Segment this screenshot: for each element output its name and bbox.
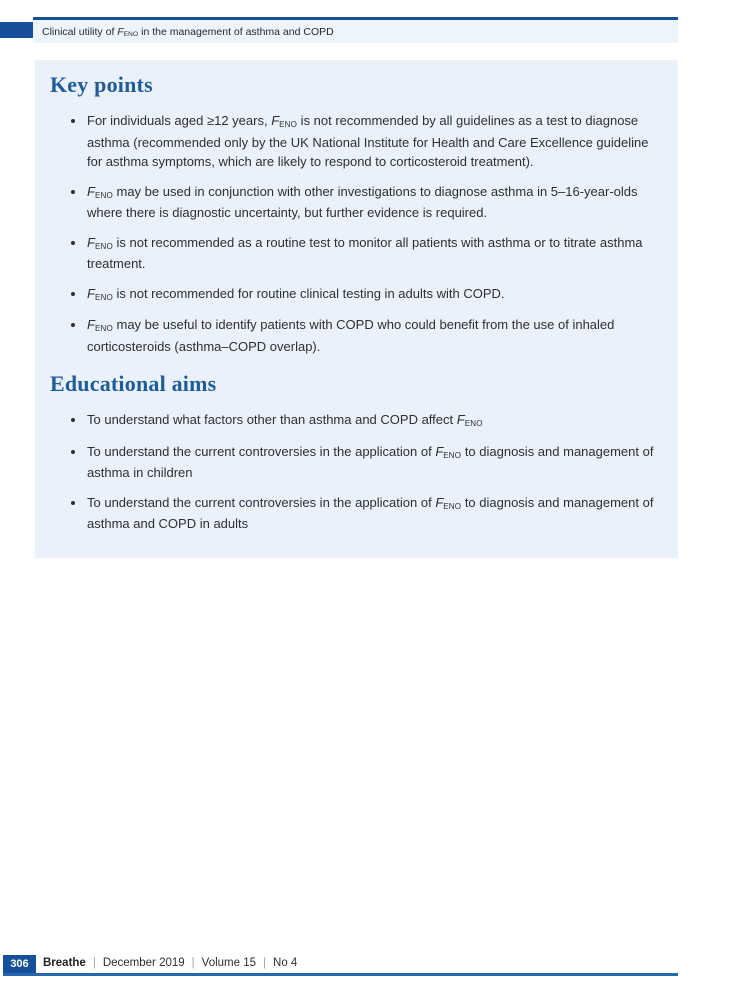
- footer-rule: [3, 973, 678, 976]
- section-key-points: [50, 72, 664, 356]
- bullet-item: $F_{ENO}$ is not recommended for routine clinical testing in adults with COPD.: [50, 284, 664, 306]
- page-number: 306: [10, 958, 29, 970]
- footer-separator: |: [191, 957, 195, 969]
- section-heading: Key points: [50, 72, 153, 97]
- feno-symbol: $F_{ENO}$: [271, 113, 298, 130]
- bullet-item: To understand what factors other than asthma and COPD affect $F_{ENO}$: [50, 410, 664, 432]
- footer-meta-item: Volume 15: [201, 957, 257, 969]
- page-number-badge: [3, 955, 36, 973]
- feno-symbol: $F_{ENO}$: [87, 317, 113, 334]
- journal-name: Breathe: [43, 957, 86, 969]
- feno-symbol: $F_{ENO}$: [87, 234, 113, 251]
- feno-symbol: $F_{ENO}$: [456, 412, 483, 429]
- section-educational-aims: [50, 371, 664, 534]
- footer-meta-item: No 4: [273, 957, 298, 969]
- bullet-item: $F_{ENO}$ may be useful to identify patients with COPD who could benefit from the use of inhaled corticosteroids (asthma–COPD overlap).: [50, 315, 664, 356]
- bullet-item: To understand the current controversies in the application of $F_{ENO}$ to diagnosis and management of asthma in children: [50, 442, 664, 483]
- footer-meta-item: December 2019: [102, 957, 185, 969]
- footer-meta: [93, 957, 297, 969]
- footer-separator: |: [92, 957, 96, 969]
- feno-symbol: $F_{ENO}$: [87, 183, 113, 200]
- bullet-item: To understand the current controversies in the application of $F_{ENO}$ to diagnosis and management of asthma and COPD in adults: [50, 493, 664, 534]
- footer-separator: |: [263, 957, 267, 969]
- feno-symbol: $F_{ENO}$: [87, 285, 113, 302]
- running-head-title: Clinical utility of $F_{ENO}$ in the management of asthma and COPD: [42, 25, 334, 39]
- running-head-strip: [33, 20, 678, 43]
- section-heading: Educational aims: [50, 371, 217, 396]
- bullet-item: $F_{ENO}$ may be used in conjunction with other investigations to diagnose asthma in 5–16-year-olds where there is diagnostic uncertainty, but further evidence is required.: [50, 182, 664, 223]
- bullet-item: For individuals aged ≥12 years, $F_{ENO}$ is not recommended by all guidelines as a test to diagnose asthma (recommended only by the UK National Institute for Health and Care Excellence guideline for asthma symptoms, which are likely to respond to corticosteroid treatment).: [50, 111, 664, 172]
- bullet-list: [50, 410, 664, 534]
- footer-citation: [43, 957, 297, 969]
- summary-panel: [35, 60, 678, 558]
- feno-symbol: $F_{ENO}$: [117, 25, 139, 39]
- bullet-list: [50, 111, 664, 356]
- bullet-item: $F_{ENO}$ is not recommended as a routine test to monitor all patients with asthma or to titrate asthma treatment.: [50, 233, 664, 274]
- panel-sections: [50, 72, 664, 534]
- page-edge-marker: [0, 22, 33, 38]
- feno-symbol: $F_{ENO}$: [435, 494, 462, 511]
- feno-symbol: $F_{ENO}$: [435, 443, 462, 460]
